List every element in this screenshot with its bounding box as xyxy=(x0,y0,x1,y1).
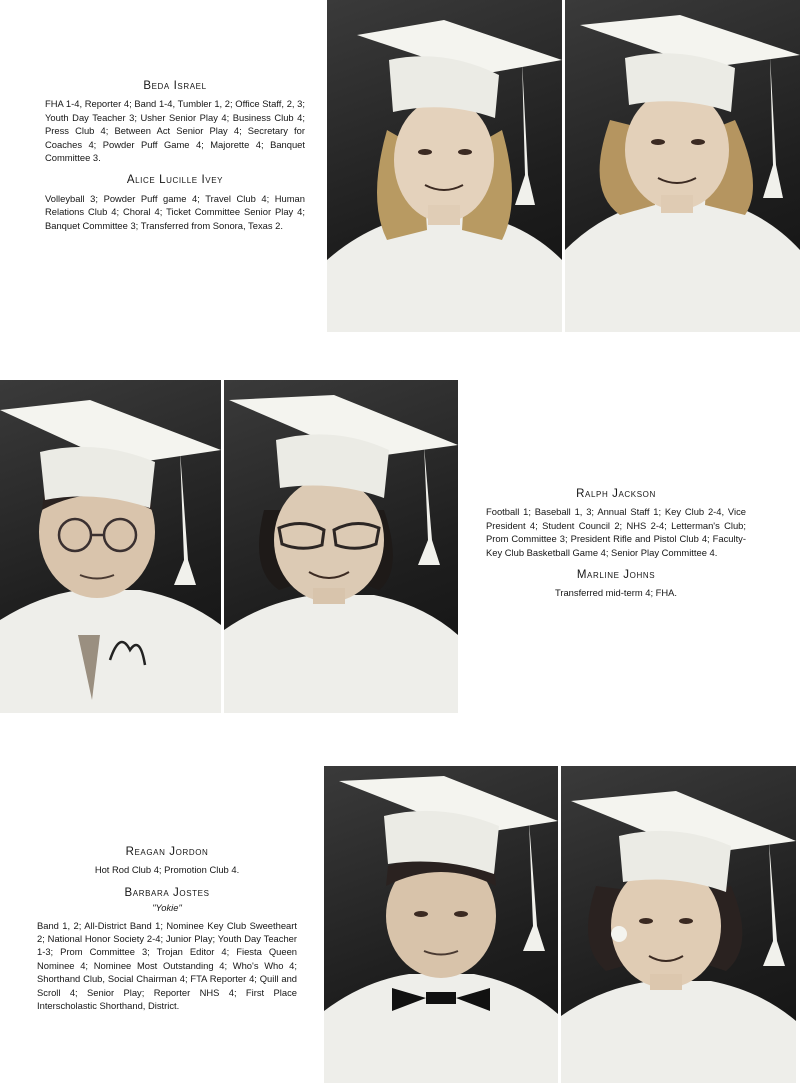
student-name: Reagan Jordon xyxy=(125,846,209,858)
bio-block-top xyxy=(45,80,305,242)
student-name: Alice Lucille Ivey xyxy=(126,174,224,187)
student-name: Marline Johns xyxy=(576,569,656,582)
portrait-photo-girl xyxy=(561,766,796,1083)
student-activities: FHA 1-4, Reporter 4; Band 1-4, Tumbler 1, 2; Office Staff, 2, 3; Youth Day Teacher 3; Usher Senior Play 4; Business Club 4; Press Club 4; Between Act Senior Play 4; Secretary for Coaches 4; Powder Puff Game 4; Majorette 4; Banquet Committee 3. xyxy=(45,98,305,164)
student-activities: Football 1; Baseball 1, 3; Annual Staff 1; Key Club 2-4, Vice President 4; Student Council 2; NHS 2-4; Letterman's Club; Prom Committee 3; President Rifle and Pistol Club 4; Faculty-Key Club Basketball Game 4; Senior Play Committee 4. xyxy=(486,506,746,558)
student-nickname: "Yokie" xyxy=(152,902,182,914)
student-activities: Volleyball 3; Powder Puff game 4; Travel Club 4; Human Relations Club 4; Choral 4; Ticket Committee Senior Play 4; Banquet Committee 3; Transferred from Sonora, Texas 2. xyxy=(45,192,305,231)
portrait-photo-boy xyxy=(0,380,221,713)
portrait-photo-girl xyxy=(327,0,562,332)
portrait-photo-girl xyxy=(224,380,458,713)
portrait-photo-girl xyxy=(565,0,800,332)
student-activities: Band 1, 2; All-District Band 1; Nominee Key Club Sweetheart 2; National Honor Society 2-4; Junior Play; Youth Day Teacher 1-3; Prom Committee 3; Trojan Editor 4; Fiesta Queen Nominee 4; Nominee Most Outstanding 4; Who's Who 4; Shorthand Club, Social Chairman 4; FTA Reporter 4; Quill and Scroll 4; Senior Play; Reporter NHS 4; First Place Interscholastic Shorthand, District. xyxy=(37,919,297,1012)
bio-block-bottom xyxy=(37,846,297,1022)
student-name: Beda Israel xyxy=(143,80,207,92)
bio-block-middle xyxy=(486,488,746,610)
student-activities: Transferred mid-term 4; FHA. xyxy=(554,587,678,599)
student-name: Ralph Jackson xyxy=(576,488,656,500)
portrait-photo-boy xyxy=(324,766,558,1083)
student-activities: Hot Rod Club 4; Promotion Club 4. xyxy=(94,864,240,876)
student-name: Barbara Jostes xyxy=(124,886,210,899)
